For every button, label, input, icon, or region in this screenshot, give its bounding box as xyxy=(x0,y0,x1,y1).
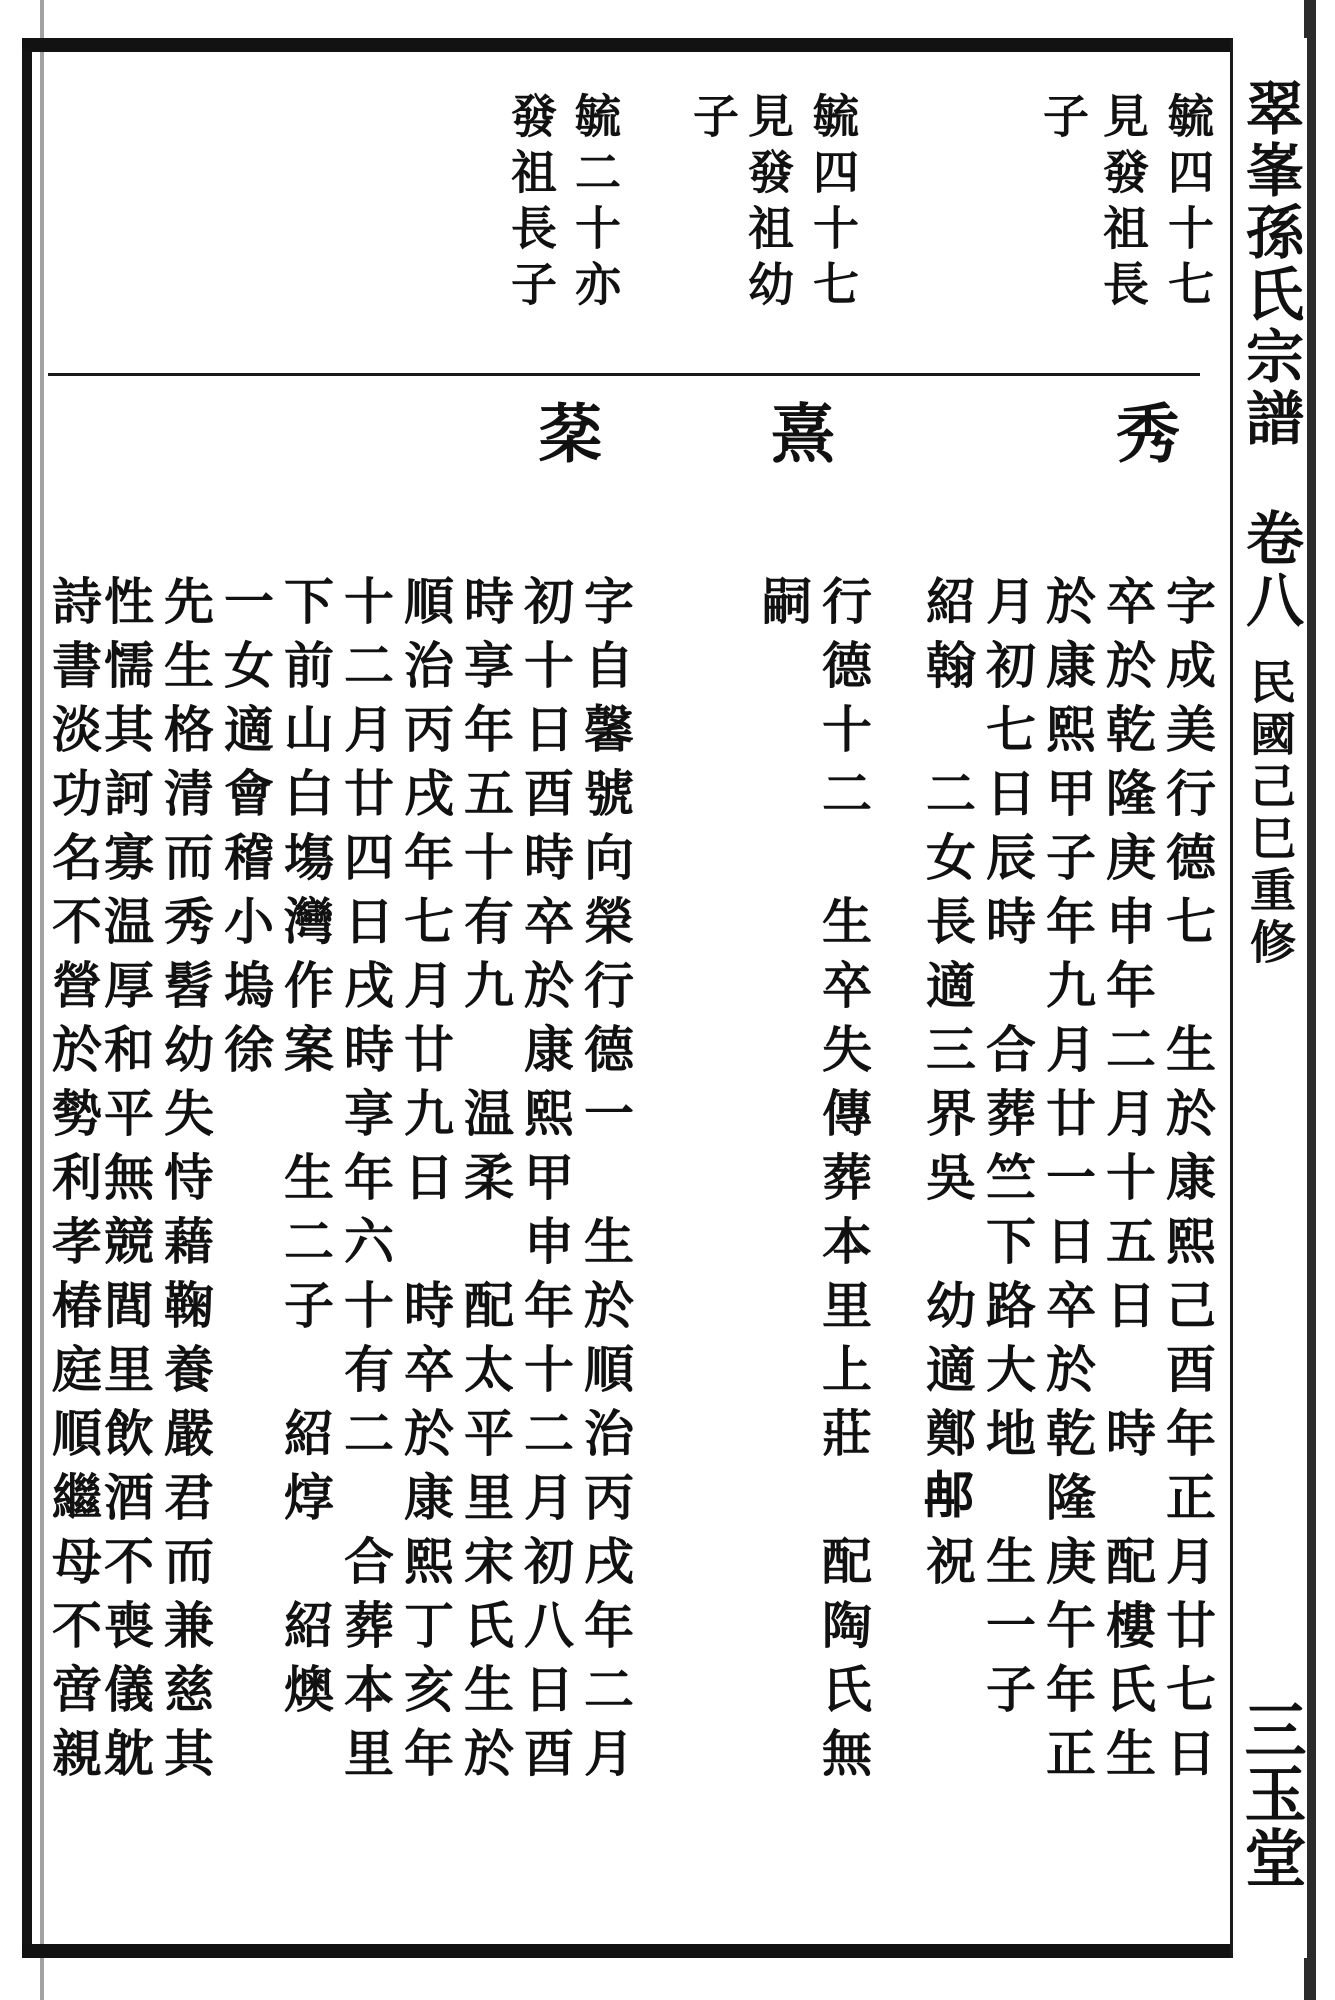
biography-column: 於康熙甲子年九月廿一日卒於乾隆庚午年正 xyxy=(1038,575,1097,1791)
hall-name: 三玉堂 xyxy=(1234,1698,1307,1890)
frame-bottom-rule xyxy=(22,1944,1304,1958)
upper-column: 發祖長子 xyxy=(504,92,558,316)
upper-column: 毓四十七 xyxy=(1161,92,1215,316)
biography-column: 先生格清而秀髫幼失恃藉鞠養嚴君而兼慈其 xyxy=(156,575,215,1791)
person-name-xiu: 秀 xyxy=(1105,400,1180,464)
biography-column: 一女適會稽小塢徐 xyxy=(216,575,275,1087)
biography-column: 行德十二 生卒失傳葬本里上莊 配陶氏無 xyxy=(814,575,873,1791)
edition-note: 民國己巳重修 xyxy=(1243,658,1297,970)
frame-left-border xyxy=(22,38,32,1958)
biography-column: 性懦其訶寡温厚和平無競閭里飲酒不喪儀躭 xyxy=(96,575,155,1791)
biography-column: 十二月廿四日戌時享年六十有二 合葬本里 xyxy=(336,575,395,1791)
biography-column: 詩書淡功名不營於勢利孝椿庭順繼母不啻親 xyxy=(44,575,103,1791)
person-name-xi: 熹 xyxy=(760,400,835,464)
biography-column: 下前山白塲灣作案 生二子 紹焞 紹燠 xyxy=(276,575,335,1727)
biography-column: 時享年五十有九 温柔 配太平里宋氏生於 xyxy=(456,575,515,1791)
frame-top-rule xyxy=(22,38,1304,52)
biography-column: 字自馨號向榮行德一 生於順治丙戌年二月 xyxy=(576,575,635,1791)
title-band xyxy=(1230,38,1307,1958)
biography-column: 月初七日辰時 合葬竺下路大地 生一子 xyxy=(978,575,1037,1727)
section-divider-rule xyxy=(48,373,1200,376)
upper-column: 毓四十七 xyxy=(806,92,860,316)
upper-column: 見發祖幼 xyxy=(741,92,795,316)
biography-column: 初十日酉時卒於康熙甲申年十二月初八日酉 xyxy=(516,575,575,1791)
upper-column: 子 xyxy=(1036,92,1090,148)
biography-column: 嗣 xyxy=(754,575,813,639)
upper-column: 見發祖長 xyxy=(1096,92,1150,316)
biography-column: 順治丙戌年七月廿九日 時卒於康熙丁亥年 xyxy=(396,575,455,1791)
upper-column: 毓二十亦 xyxy=(568,92,622,316)
volume-label: 卷八 xyxy=(1236,508,1304,632)
biography-column: 紹翰 二女長適三界吳 幼適鄭𨚗祝 xyxy=(918,575,977,1599)
biography-column: 卒於乾隆庚申年二月十五日 時 配樓氏生 xyxy=(1098,575,1157,1791)
biography-column: 字成美行德七 生於康熙己酉年正月廿七日 xyxy=(1158,575,1217,1791)
person-name-fen: 棻 xyxy=(527,400,602,464)
upper-column: 子 xyxy=(686,92,740,148)
genealogy-title: 翠峯孫氏宗譜 xyxy=(1236,78,1304,450)
